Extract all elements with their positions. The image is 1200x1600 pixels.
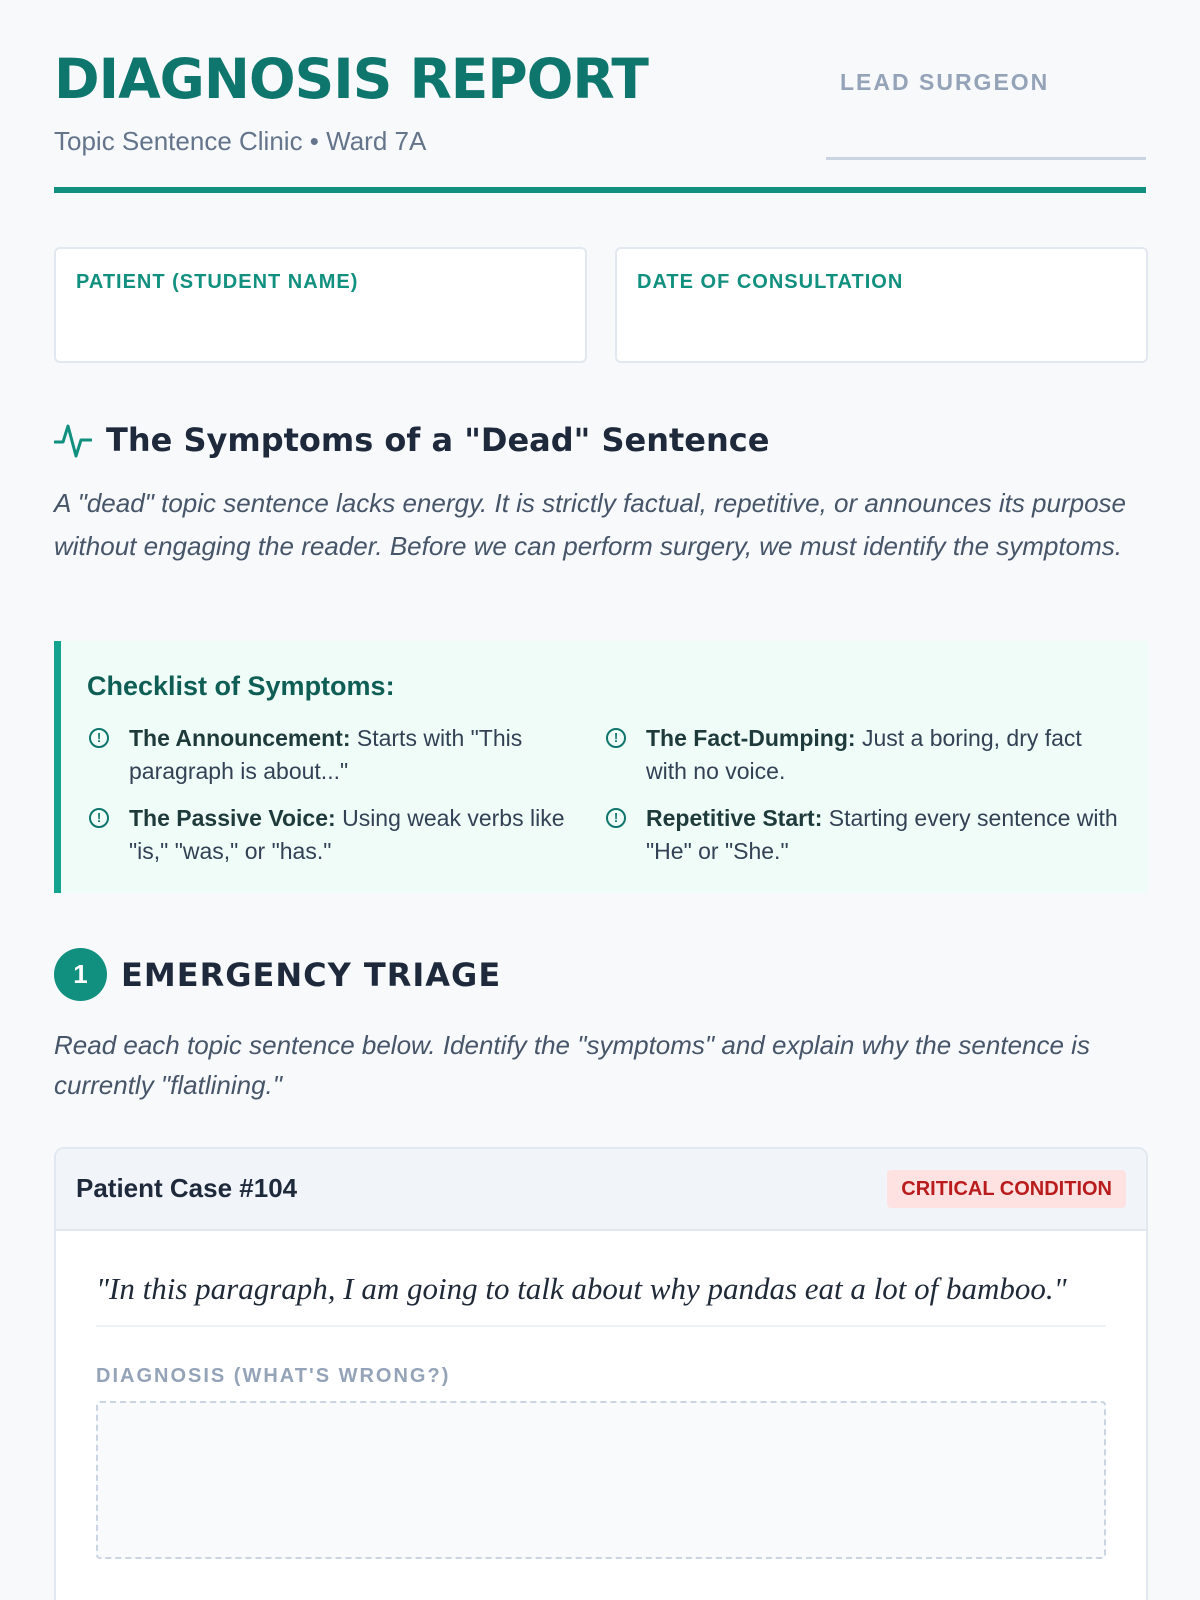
symptom-item xyxy=(606,722,1126,788)
symptom-item xyxy=(606,802,1126,868)
case-sentence: "In this paragraph, I am going to talk about why pandas eat a lot of bamboo." xyxy=(96,1271,1106,1327)
symptom-item xyxy=(89,722,579,788)
symptom-desc: Starting every sentence with "He" or "She." xyxy=(646,805,1118,864)
symptoms-intro: A "dead" topic sentence lacks energy. It is strictly factual, repetitive, or announces its purpose without engaging the reader. Before we can perform surgery, we must identify the symptoms. xyxy=(54,488,1127,561)
symptom-desc: Starts with "This paragraph is about..." xyxy=(129,725,523,784)
symptom-name: The Announcement: xyxy=(129,725,351,751)
patient-name-label: PATIENT (STUDENT NAME) xyxy=(76,271,359,293)
symptoms-title: The Symptoms of a "Dead" Sentence xyxy=(106,421,770,459)
alert-circle-icon xyxy=(606,728,626,748)
symptoms-heading xyxy=(54,418,769,462)
step-number-badge: 1 xyxy=(54,948,107,1001)
patient-case-card xyxy=(54,1147,1148,1600)
symptom-name: Repetitive Start: xyxy=(646,805,823,831)
symptom-name: The Fact-Dumping: xyxy=(646,725,856,751)
lead-surgeon-field[interactable] xyxy=(826,66,1146,160)
checklist-title: Checklist of Symptoms: xyxy=(87,671,395,701)
lead-surgeon-label: LEAD SURGEON xyxy=(840,69,1050,95)
case-header xyxy=(56,1149,1146,1231)
alert-circle-icon xyxy=(89,728,109,748)
symptom-desc: Using weak verbs like "is," "was," or "has." xyxy=(129,805,565,864)
status-badge: CRITICAL CONDITION xyxy=(887,1170,1126,1208)
consultation-date-label: DATE OF CONSULTATION xyxy=(637,271,904,293)
case-title: Patient Case #104 xyxy=(76,1173,298,1203)
symptom-item xyxy=(89,802,579,868)
diagnosis-label: DIAGNOSIS (WHAT'S WRONG?) xyxy=(96,1365,451,1387)
report-header xyxy=(54,0,1146,193)
pulse-icon xyxy=(54,420,92,460)
triage-title: EMERGENCY TRIAGE xyxy=(121,955,502,994)
patient-info-row xyxy=(54,247,1148,363)
consultation-date-field[interactable] xyxy=(615,247,1148,363)
symptom-name: The Passive Voice: xyxy=(129,805,336,831)
diagnosis-input[interactable] xyxy=(96,1401,1106,1559)
page-title: DIAGNOSIS REPORT xyxy=(54,47,648,111)
clinic-subtitle: Topic Sentence Clinic • Ward 7A xyxy=(54,126,427,156)
patient-name-field[interactable] xyxy=(54,247,587,363)
symptoms-checklist xyxy=(54,641,1148,893)
triage-heading xyxy=(54,948,501,1001)
symptom-desc: Just a boring, dry fact with no voice. xyxy=(646,725,1082,784)
alert-circle-icon xyxy=(606,808,626,828)
alert-circle-icon xyxy=(89,808,109,828)
triage-instructions: Read each topic sentence below. Identify the "symptoms" and explain why the sentence is currently "flatlining." xyxy=(54,1030,1090,1100)
